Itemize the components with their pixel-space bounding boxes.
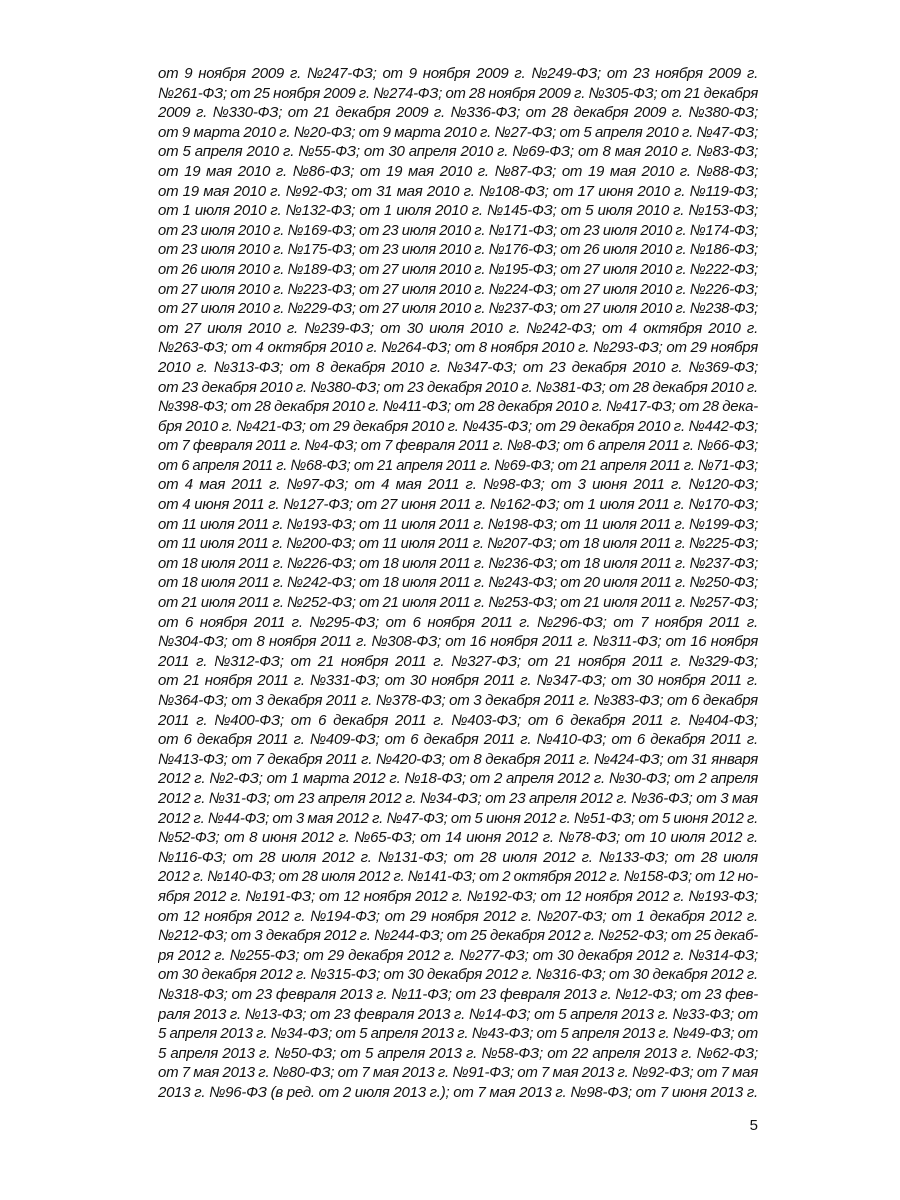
text-line: от 5 апреля 2010 г. №55-ФЗ; от 30 апреля 2010 г. №69-ФЗ; от 8 мая 2010 г. №83-ФЗ; [158, 143, 758, 161]
text-line: №318-ФЗ; от 23 февраля 2013 г. №11-ФЗ; от 23 февраля 2013 г. №12-ФЗ; от 23 фев- [158, 985, 758, 1003]
text-line: от 26 июля 2010 г. №189-ФЗ; от 27 июля 2010 г. №195-ФЗ; от 27 июля 2010 г. №222-ФЗ; [158, 260, 758, 278]
text-line: №263-ФЗ; от 4 октября 2010 г. №264-ФЗ; от 8 ноября 2010 г. №293-ФЗ; от 29 ноября [158, 339, 758, 357]
text-line: 2010 г. №313-ФЗ; от 8 декабря 2010 г. №347-ФЗ; от 23 декабря 2010 г. №369-ФЗ; [158, 358, 758, 376]
text-line: от 12 ноября 2012 г. №194-ФЗ; от 29 ноября 2012 г. №207-ФЗ; от 1 декабря 2012 г. [158, 907, 758, 925]
text-line: от 18 июля 2011 г. №242-ФЗ; от 18 июля 2011 г. №243-ФЗ; от 20 июля 2011 г. №250-ФЗ; [158, 574, 758, 592]
text-line: от 21 ноября 2011 г. №331-ФЗ; от 30 ноября 2011 г. №347-ФЗ; от 30 ноября 2011 г. [158, 672, 758, 690]
text-line: от 23 июля 2010 г. №175-ФЗ; от 23 июля 2010 г. №176-ФЗ; от 26 июля 2010 г. №186-ФЗ; [158, 241, 758, 259]
text-line: от 9 ноября 2009 г. №247-ФЗ; от 9 ноября 2009 г. №249-ФЗ; от 23 ноября 2009 г. [158, 65, 758, 82]
text-line: 5 апреля 2013 г. №50-ФЗ; от 5 апреля 2013 г. №58-ФЗ; от 22 апреля 2013 г. №62-ФЗ; [158, 1044, 758, 1062]
text-line: от 6 декабря 2011 г. №409-ФЗ; от 6 декабря 2011 г. №410-ФЗ; от 6 декабря 2011 г. [158, 731, 758, 749]
text-line: от 30 декабря 2012 г. №315-ФЗ; от 30 декабря 2012 г. №316-ФЗ; от 30 декабря 2012 г. [158, 966, 758, 984]
text-line: №364-ФЗ; от 3 декабря 2011 г. №378-ФЗ; от 3 декабря 2011 г. №383-ФЗ; от 6 декабря [158, 692, 758, 709]
text-line: от 9 марта 2010 г. №20-ФЗ; от 9 марта 2010 г. №27-ФЗ; от 5 апреля 2010 г. №47-ФЗ; [158, 123, 758, 141]
text-line: 2009 г. №330-ФЗ; от 21 декабря 2009 г. №336-ФЗ; от 28 декабря 2009 г. №380-ФЗ; [158, 104, 758, 122]
text-line: от 11 июля 2011 г. №193-ФЗ; от 11 июля 2011 г. №198-ФЗ; от 11 июля 2011 г. №199-ФЗ; [158, 515, 758, 533]
text-line: от 7 февраля 2011 г. №4-ФЗ; от 7 февраля 2011 г. №8-ФЗ; от 6 апреля 2011 г. №66-ФЗ; [158, 437, 758, 455]
text-line: 2012 г. №140-ФЗ; от 28 июля 2012 г. №141-ФЗ; от 2 октября 2012 г. №158-ФЗ; от 12 но- [158, 868, 758, 886]
text-line: 2012 г. №31-ФЗ; от 23 апреля 2012 г. №34-ФЗ; от 23 апреля 2012 г. №36-ФЗ; от 3 мая [158, 789, 758, 807]
text-line: №398-ФЗ; от 28 декабря 2010 г. №411-ФЗ; от 28 декабря 2010 г. №417-ФЗ; от 28 дека- [158, 398, 758, 416]
text-line: 2012 г. №44-ФЗ; от 3 мая 2012 г. №47-ФЗ; от 5 июня 2012 г. №51-ФЗ; от 5 июня 2012 г. [158, 809, 758, 827]
page-number: 5 [749, 1117, 758, 1134]
text-line: №413-ФЗ; от 7 декабря 2011 г. №420-ФЗ; от 8 декабря 2011 г. №424-ФЗ; от 31 января [158, 750, 758, 768]
text-line: от 4 мая 2011 г. №97-ФЗ; от 4 мая 2011 г. №98-ФЗ; от 3 июня 2011 г. №120-ФЗ; [158, 476, 758, 494]
text-line: №212-ФЗ; от 3 декабря 2012 г. №244-ФЗ; от 25 декабря 2012 г. №252-ФЗ; от 25 декаб- [158, 927, 758, 945]
text-line: 5 апреля 2013 г. №34-ФЗ; от 5 апреля 2013 г. №43-ФЗ; от 5 апреля 2013 г. №49-ФЗ; от [158, 1025, 758, 1043]
text-line: от 1 июля 2010 г. №132-ФЗ; от 1 июля 2010 г. №145-ФЗ; от 5 июля 2010 г. №153-ФЗ; [158, 202, 758, 220]
text-line: 2012 г. №2-ФЗ; от 1 марта 2012 г. №18-ФЗ; от 2 апреля 2012 г. №30-ФЗ; от 2 апреля [158, 770, 758, 788]
text-line: ября 2012 г. №191-ФЗ; от 12 ноября 2012 г. №192-ФЗ; от 12 ноября 2012 г. №193-ФЗ; [158, 887, 758, 905]
text-line: раля 2013 г. №13-ФЗ; от 23 февраля 2013 г. №14-ФЗ; от 5 апреля 2013 г. №33-ФЗ; от [158, 1005, 758, 1023]
text-line: №52-ФЗ; от 8 июня 2012 г. №65-ФЗ; от 14 июня 2012 г. №78-ФЗ; от 10 июля 2012 г. [158, 829, 758, 847]
text-line: от 23 декабря 2010 г. №380-ФЗ; от 23 декабря 2010 г. №381-ФЗ; от 28 декабря 2010 г. [158, 378, 758, 396]
text-line: №116-ФЗ; от 28 июля 2012 г. №131-ФЗ; от 28 июля 2012 г. №133-ФЗ; от 28 июля [158, 848, 758, 866]
text-line: от 23 июля 2010 г. №169-ФЗ; от 23 июля 2010 г. №171-ФЗ; от 23 июля 2010 г. №174-ФЗ; [158, 221, 758, 239]
text-line: от 19 мая 2010 г. №86-ФЗ; от 19 мая 2010 г. №87-ФЗ; от 19 мая 2010 г. №88-ФЗ; [158, 162, 758, 180]
text-line: от 27 июля 2010 г. №239-ФЗ; от 30 июля 2010 г. №242-ФЗ; от 4 октября 2010 г. [158, 319, 758, 337]
text-line: от 27 июля 2010 г. №223-ФЗ; от 27 июля 2010 г. №224-ФЗ; от 27 июля 2010 г. №226-ФЗ; [158, 280, 758, 298]
text-line: от 27 июля 2010 г. №229-ФЗ; от 27 июля 2010 г. №237-ФЗ; от 27 июля 2010 г. №238-ФЗ; [158, 300, 758, 318]
text-line: 2011 г. №400-ФЗ; от 6 декабря 2011 г. №403-ФЗ; от 6 декабря 2011 г. №404-ФЗ; [158, 711, 758, 729]
text-line: от 6 апреля 2011 г. №68-ФЗ; от 21 апреля 2011 г. №69-ФЗ; от 21 апреля 2011 г. №71-ФЗ; [158, 456, 758, 474]
text-line: от 4 июня 2011 г. №127-ФЗ; от 27 июня 2011 г. №162-ФЗ; от 1 июля 2011 г. №170-ФЗ; [158, 496, 758, 514]
text-line: от 21 июля 2011 г. №252-ФЗ; от 21 июля 2011 г. №253-ФЗ; от 21 июля 2011 г. №257-ФЗ; [158, 594, 758, 612]
text-line: от 6 ноября 2011 г. №295-ФЗ; от 6 ноября 2011 г. №296-ФЗ; от 7 ноября 2011 г. [158, 613, 758, 631]
text-line: ря 2012 г. №255-ФЗ; от 29 декабря 2012 г. №277-ФЗ; от 30 декабря 2012 г. №314-ФЗ; [158, 946, 758, 964]
text-line: 2013 г. №96-ФЗ (в ред. от 2 июля 2013 г.); от 7 мая 2013 г. №98-ФЗ; от 7 июня 2013 г. [158, 1083, 758, 1101]
text-line: от 11 июля 2011 г. №200-ФЗ; от 11 июля 2011 г. №207-ФЗ; от 18 июля 2011 г. №225-ФЗ; [158, 535, 758, 553]
text-line: от 7 мая 2013 г. №80-ФЗ; от 7 мая 2013 г. №91-ФЗ; от 7 мая 2013 г. №92-ФЗ; от 7 мая [158, 1064, 758, 1082]
text-line: от 18 июля 2011 г. №226-ФЗ; от 18 июля 2011 г. №236-ФЗ; от 18 июля 2011 г. №237-ФЗ; [158, 554, 758, 572]
text-line: бря 2010 г. №421-ФЗ; от 29 декабря 2010 г. №435-ФЗ; от 29 декабря 2010 г. №442-ФЗ; [158, 417, 758, 435]
text-line: №304-ФЗ; от 8 ноября 2011 г. №308-ФЗ; от 16 ноября 2011 г. №311-ФЗ; от 16 ноября [158, 633, 758, 651]
amendment-list-text [158, 64, 758, 1102]
text-line: №261-ФЗ; от 25 ноября 2009 г. №274-ФЗ; от 28 ноября 2009 г. №305-ФЗ; от 21 декабря [158, 84, 758, 102]
text-line: от 19 мая 2010 г. №92-ФЗ; от 31 мая 2010 г. №108-ФЗ; от 17 июня 2010 г. №119-ФЗ; [158, 182, 758, 200]
text-line: 2011 г. №312-ФЗ; от 21 ноября 2011 г. №327-ФЗ; от 21 ноября 2011 г. №329-ФЗ; [158, 652, 758, 670]
